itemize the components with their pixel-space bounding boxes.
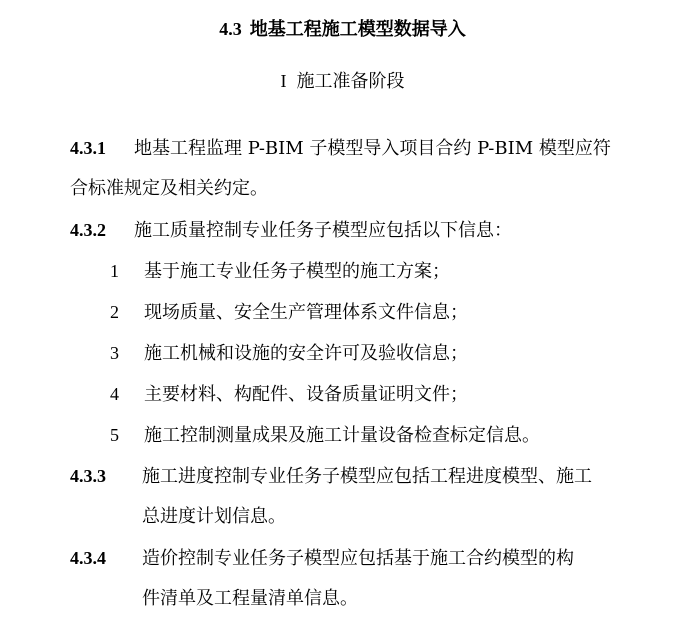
- list-item-text: 基于施工专业任务子模型的施工方案；: [144, 261, 450, 282]
- stage-roman-numeral: I: [280, 71, 287, 91]
- section-heading: [0, 14, 685, 45]
- clause-4-3-4-line-2: 件清单及工程量清单信息。: [142, 588, 358, 609]
- list-item: [110, 256, 450, 287]
- list-item: [110, 379, 468, 410]
- clause-number: 4.3.2: [70, 220, 106, 240]
- list-item-text: 现场质量、安全生产管理体系文件信息；: [144, 302, 468, 323]
- section-title: 地基工程施工模型数据导入: [249, 19, 466, 40]
- clause-text: 造价控制专业任务子模型应包括基于施工合约模型的构: [142, 548, 574, 569]
- list-item: [110, 338, 468, 369]
- clause-number: 4.3.3: [70, 466, 106, 486]
- clause-4-3-2-line-1: [70, 215, 512, 246]
- clause-4-3-3-line-1: [70, 461, 592, 492]
- clause-number: 4.3.4: [70, 548, 106, 568]
- clause-4-3-3-line-2: 总进度计划信息。: [142, 506, 286, 527]
- list-item-text: 施工控制测量成果及施工计量设备检查标定信息。: [144, 425, 540, 446]
- stage-heading: [0, 66, 685, 97]
- list-item: [110, 297, 468, 328]
- clause-4-3-1-line-2: 合标准规定及相关约定。: [70, 178, 268, 199]
- section-number: 4.3: [219, 19, 242, 39]
- list-item-text: 主要材料、构配件、设备质量证明文件；: [144, 384, 468, 405]
- clause-text: 施工进度控制专业任务子模型应包括工程进度模型、施工: [142, 466, 592, 487]
- list-item-number: 4: [110, 384, 119, 404]
- clause-number: 4.3.1: [70, 138, 106, 158]
- clause-text: 地基工程监理 P-BIM 子模型导入项目合约 P-BIM 模型应符: [134, 138, 611, 159]
- clause-text: 施工质量控制专业任务子模型应包括以下信息：: [134, 220, 512, 241]
- clause-4-3-1-line-1: [70, 133, 611, 164]
- list-item-number: 1: [110, 261, 119, 281]
- list-item-number: 5: [110, 425, 119, 445]
- clause-4-3-4-line-1: [70, 543, 574, 574]
- list-item-number: 2: [110, 302, 119, 322]
- list-item: [110, 420, 540, 451]
- stage-title: 施工准备阶段: [296, 71, 405, 92]
- list-item-text: 施工机械和设施的安全许可及验收信息；: [144, 343, 468, 364]
- list-item-number: 3: [110, 343, 119, 363]
